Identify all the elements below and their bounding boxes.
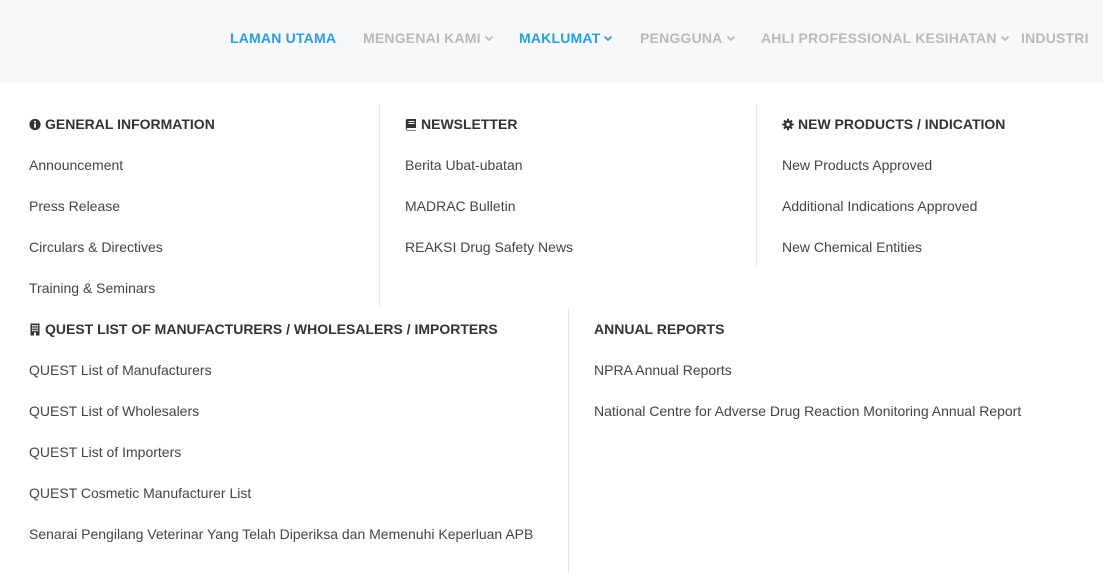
annual-reports-heading <box>594 321 724 337</box>
link-additional-indications-approved[interactable]: Additional Indications Approved <box>782 198 978 214</box>
link-announcement[interactable]: Announcement <box>29 157 124 173</box>
link-quest-manufacturers[interactable]: QUEST List of Manufacturers <box>29 362 212 378</box>
link-circulars-directives[interactable]: Circulars & Directives <box>29 239 163 255</box>
nav-item-pengguna[interactable] <box>640 30 736 46</box>
book-icon <box>405 118 417 131</box>
general-information-heading <box>29 116 215 132</box>
link-quest-importers[interactable]: QUEST List of Importers <box>29 444 182 460</box>
chevron-down-icon <box>1000 33 1010 43</box>
nav-label: AHLI PROFESSIONAL KESIHATAN <box>761 30 997 46</box>
chevron-down-icon <box>484 33 494 43</box>
chevron-down-icon <box>603 33 613 43</box>
heading-label: NEW PRODUCTS / INDICATION <box>798 116 1006 132</box>
chevron-down-icon <box>726 33 736 43</box>
link-adr-monitoring-annual-report[interactable]: National Centre for Adverse Drug Reaction Monitoring Annual Report <box>594 403 1022 419</box>
column-divider <box>568 309 569 573</box>
nav-label: INDUSTRI <box>1021 30 1089 46</box>
nav-item-mengenai-kami[interactable] <box>363 30 494 46</box>
link-npra-annual-reports[interactable]: NPRA Annual Reports <box>594 362 732 378</box>
nav-label: LAMAN UTAMA <box>230 30 337 46</box>
heading-label: NEWSLETTER <box>421 116 518 132</box>
nav-item-maklumat[interactable] <box>519 30 613 46</box>
quest-list-heading <box>29 321 498 337</box>
nav-item-industri[interactable] <box>1021 30 1089 46</box>
gear-icon <box>782 118 794 131</box>
column-divider <box>379 104 380 307</box>
heading-label: ANNUAL REPORTS <box>594 321 725 337</box>
link-quest-cosmetic-manufacturer[interactable]: QUEST Cosmetic Manufacturer List <box>29 485 252 501</box>
link-new-chemical-entities[interactable]: New Chemical Entities <box>782 239 923 255</box>
link-training-seminars[interactable]: Training & Seminars <box>29 280 156 296</box>
link-senarai-pengilang-veterinar[interactable]: Senarai Pengilang Veterinar Yang Telah Diperiksa dan Memenuhi Keperluan APB <box>29 526 534 542</box>
heading-label: GENERAL INFORMATION <box>45 116 215 132</box>
info-circle-icon <box>29 118 41 131</box>
column-divider <box>756 104 757 267</box>
nav-label: MAKLUMAT <box>519 30 601 46</box>
link-berita-ubat-ubatan[interactable]: Berita Ubat-ubatan <box>405 157 523 173</box>
nav-label: PENGGUNA <box>640 30 723 46</box>
new-products-heading <box>782 116 1005 132</box>
link-quest-wholesalers[interactable]: QUEST List of Wholesalers <box>29 403 200 419</box>
link-new-products-approved[interactable]: New Products Approved <box>782 157 933 173</box>
link-madrac-bulletin[interactable]: MADRAC Bulletin <box>405 198 516 214</box>
newsletter-heading <box>405 116 517 132</box>
building-icon <box>29 323 41 336</box>
link-reaksi-drug-safety-news[interactable]: REAKSI Drug Safety News <box>405 239 574 255</box>
nav-item-laman-utama[interactable] <box>230 30 336 46</box>
nav-item-ahli-professional-kesihatan[interactable] <box>761 30 1010 46</box>
nav-label: MENGENAI KAMI <box>363 30 481 46</box>
heading-label: QUEST LIST OF MANUFACTURERS / WHOLESALERS / IMPORTERS <box>45 321 498 337</box>
link-press-release[interactable]: Press Release <box>29 198 121 214</box>
top-nav-bar <box>0 0 1103 83</box>
